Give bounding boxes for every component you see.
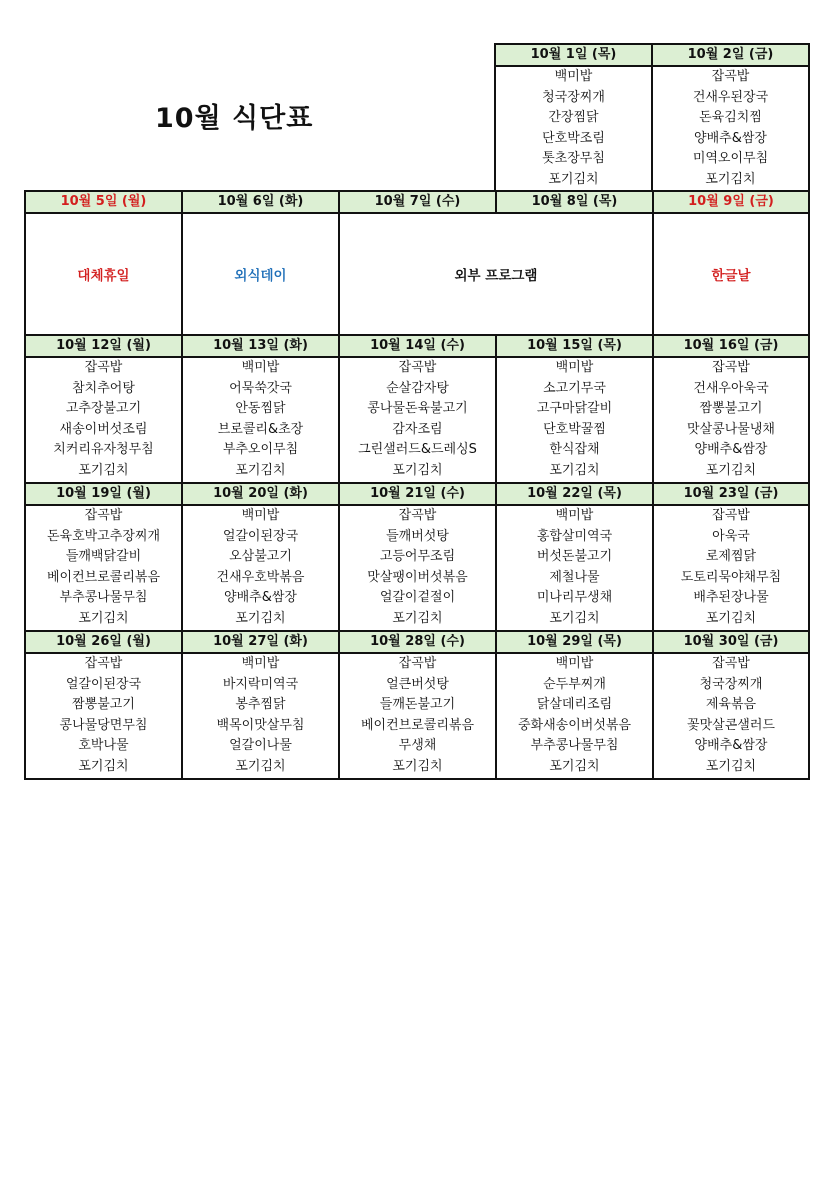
menu-item: 오삼불고기 (229, 549, 292, 565)
menu-item: 맛살콩나물냉채 (687, 421, 775, 437)
menu-item: 포기김치 (78, 610, 129, 626)
date-header: 10월 12일 (월) (25, 335, 182, 357)
menu-cell (496, 357, 653, 483)
menu-item: 양배추&쌈장 (694, 738, 768, 754)
menu-item: 잡곡밥 (398, 360, 437, 375)
menu-item: 아욱국 (712, 528, 750, 544)
date-header-oct-1: 10월 1일 (목) (495, 44, 652, 66)
date-header-oct-6: 10월 6일 (화) (182, 191, 339, 213)
menu-cell (182, 653, 339, 779)
menu-item: 포기김치 (549, 610, 600, 626)
date-header: 10월 19일 (월) (25, 483, 182, 505)
menu-item: 고추장불고기 (65, 401, 142, 417)
menu-item: 부추오이무침 (222, 442, 299, 458)
menu-cell (25, 357, 182, 483)
date-header: 10월 22일 (목) (496, 483, 653, 505)
menu-item: 포기김치 (705, 171, 756, 187)
menu-item: 잡곡밥 (711, 69, 750, 84)
menu-item: 제육볶음 (705, 697, 757, 713)
menu-item: 새송이버섯조림 (59, 421, 148, 437)
date-header: 10월 28일 (수) (339, 631, 496, 653)
date-header-oct-8: 10월 8일 (목) (496, 191, 653, 213)
menu-item: 꽃맛살콘샐러드 (687, 717, 775, 733)
date-header: 10월 29일 (목) (496, 631, 653, 653)
menu-table-week0 (494, 43, 810, 193)
menu-item: 백미밥 (241, 656, 280, 671)
menu-item: 순살감자탕 (386, 380, 449, 396)
menu-item: 로제찜닭 (705, 549, 757, 565)
menu-item: 청국장찌개 (699, 676, 763, 692)
menu-item: 포기김치 (548, 171, 599, 187)
hangul-day-cell: 한글날 (653, 213, 809, 335)
menu-item: 백미밥 (241, 508, 280, 523)
date-header-oct-9: 10월 9일 (금) (653, 191, 809, 213)
menu-item: 버섯돈불고기 (536, 549, 613, 565)
menu-cell (653, 505, 809, 631)
menu-item: 건새우아욱국 (693, 380, 769, 396)
menu-item: 얼갈이된장국 (222, 528, 299, 544)
menu-cell (25, 505, 182, 631)
menu-item: 간장찜닭 (548, 110, 599, 126)
menu-item: 그린샐러드&드레싱S (358, 442, 477, 458)
menu-item: 포기김치 (235, 462, 286, 478)
menu-item: 호박나물 (78, 738, 129, 754)
menu-item: 건새우호박볶음 (216, 569, 305, 585)
menu-item: 어묵쑥갓국 (229, 380, 292, 396)
menu-item: 잡곡밥 (84, 360, 123, 375)
menu-item: 포기김치 (392, 610, 443, 626)
date-header: 10월 27일 (화) (182, 631, 339, 653)
menu-item: 미나리무생채 (536, 590, 613, 606)
date-header: 10월 14일 (수) (339, 335, 496, 357)
menu-item: 한식잡채 (549, 442, 600, 458)
menu-item: 들깨돈불고기 (379, 697, 456, 713)
menu-cell (25, 653, 182, 779)
menu-item: 양배추&쌈장 (224, 590, 297, 606)
menu-item: 백미밥 (555, 360, 594, 375)
menu-item: 포기김치 (235, 610, 286, 626)
menu-item: 백미밥 (241, 360, 280, 375)
menu-item: 잡곡밥 (398, 656, 437, 671)
menu-cell (653, 357, 809, 483)
date-header: 10월 15일 (목) (496, 335, 653, 357)
date-header: 10월 26일 (월) (25, 631, 182, 653)
menu-item: 맛살팽이버섯볶음 (367, 569, 468, 585)
menu-item: 짬뽕불고기 (699, 401, 763, 417)
menu-item: 얼갈이나물 (229, 738, 292, 754)
menu-item: 들깨버섯탕 (386, 528, 449, 544)
menu-item: 참치추어탕 (72, 380, 135, 396)
menu-item: 백미밥 (555, 508, 594, 523)
date-header: 10월 13일 (화) (182, 335, 339, 357)
menu-item: 배추된장나물 (693, 590, 769, 606)
menu-item: 미역오이무침 (692, 151, 769, 167)
menu-item: 콩나물돈육불고기 (367, 401, 468, 417)
date-header-oct-2: 10월 2일 (금) (652, 44, 809, 66)
menu-item: 무생채 (398, 738, 437, 754)
external-program-cell: 외부 프로그램 (339, 213, 653, 335)
dining-out-day-cell: 외식데이 (182, 213, 339, 335)
menu-item: 고구마닭갈비 (536, 401, 613, 417)
menu-item: 청국장찌개 (542, 89, 605, 105)
menu-item: 부추콩나물무침 (59, 590, 148, 606)
menu-item: 포기김치 (705, 610, 757, 626)
date-header: 10월 30일 (금) (653, 631, 809, 653)
menu-item: 포기김치 (549, 758, 600, 774)
menu-item: 백목이맛살무침 (216, 717, 305, 733)
menu-item: 콩나물당면무침 (59, 717, 148, 733)
date-header: 10월 21일 (수) (339, 483, 496, 505)
menu-item: 부추콩나물무침 (530, 738, 619, 754)
date-header: 10월 23일 (금) (653, 483, 809, 505)
menu-item: 포기김치 (549, 462, 600, 478)
menu-cell-oct-1 (495, 66, 652, 192)
menu-item: 잡곡밥 (712, 656, 750, 671)
menu-item: 잡곡밥 (84, 656, 123, 671)
menu-item: 백미밥 (555, 656, 594, 671)
menu-item: 안동찜닭 (235, 401, 286, 417)
menu-item: 건새우된장국 (692, 89, 769, 105)
menu-cell (653, 653, 809, 779)
menu-item: 얼갈이겉절이 (379, 590, 456, 606)
menu-item: 잡곡밥 (398, 508, 437, 523)
menu-item: 중화새송이버섯볶음 (517, 717, 632, 733)
date-header: 10월 16일 (금) (653, 335, 809, 357)
menu-cell (182, 357, 339, 483)
menu-item: 치커리유자청무침 (53, 442, 154, 458)
menu-item: 도토리묵야채무침 (680, 569, 782, 585)
menu-cell-oct-2 (652, 66, 809, 192)
menu-item: 잡곡밥 (84, 508, 123, 523)
menu-cell (339, 505, 496, 631)
menu-item: 돈육김치찜 (699, 110, 762, 126)
menu-item: 포기김치 (705, 462, 757, 478)
menu-item: 고등어무조림 (379, 549, 456, 565)
menu-item: 잡곡밥 (712, 360, 750, 375)
menu-cell (339, 357, 496, 483)
menu-item: 백미밥 (554, 69, 593, 84)
menu-item: 소고기무국 (543, 380, 606, 396)
menu-item: 바지락미역국 (222, 676, 299, 692)
page-title: 10월 식단표 (155, 103, 314, 134)
menu-item: 잡곡밥 (712, 508, 750, 523)
menu-item: 감자조림 (392, 421, 443, 437)
menu-item: 닭살데리조림 (536, 697, 613, 713)
menu-item: 베이컨브로콜리볶음 (46, 569, 161, 585)
menu-item: 얼큰버섯탕 (386, 676, 449, 692)
menu-table-main (24, 190, 810, 780)
menu-item: 단호박조림 (542, 130, 605, 146)
menu-cell (496, 653, 653, 779)
menu-item: 봉추찜닭 (235, 697, 286, 713)
menu-item: 포기김치 (235, 758, 286, 774)
menu-cell (496, 505, 653, 631)
menu-cell (182, 505, 339, 631)
menu-item: 얼갈이된장국 (65, 676, 142, 692)
date-header-oct-7: 10월 7일 (수) (339, 191, 496, 213)
menu-item: 순두부찌개 (543, 676, 606, 692)
menu-item: 포기김치 (705, 758, 757, 774)
menu-item: 포기김치 (392, 758, 443, 774)
date-header: 10월 20일 (화) (182, 483, 339, 505)
menu-item: 돈육호박고추장찌개 (46, 528, 161, 544)
menu-item: 양배추&쌈장 (694, 130, 767, 146)
menu-item: 톳초장무침 (542, 151, 605, 167)
holiday-substitute-cell: 대체휴일 (25, 213, 182, 335)
menu-item: 포기김치 (78, 758, 129, 774)
menu-item: 브로콜리&초장 (217, 421, 304, 437)
date-header-oct-5: 10월 5일 (월) (25, 191, 182, 213)
menu-item: 짬뽕불고기 (72, 697, 135, 713)
menu-item: 홍합살미역국 (536, 528, 613, 544)
menu-item: 베이컨브로콜리볶음 (360, 717, 475, 733)
menu-cell (339, 653, 496, 779)
menu-item: 포기김치 (392, 462, 443, 478)
menu-item: 들깨백닭갈비 (65, 549, 142, 565)
menu-item: 양배추&쌈장 (694, 442, 768, 458)
menu-item: 포기김치 (78, 462, 129, 478)
menu-item: 제철나물 (549, 569, 600, 585)
menu-item: 단호박꿀찜 (543, 421, 606, 437)
